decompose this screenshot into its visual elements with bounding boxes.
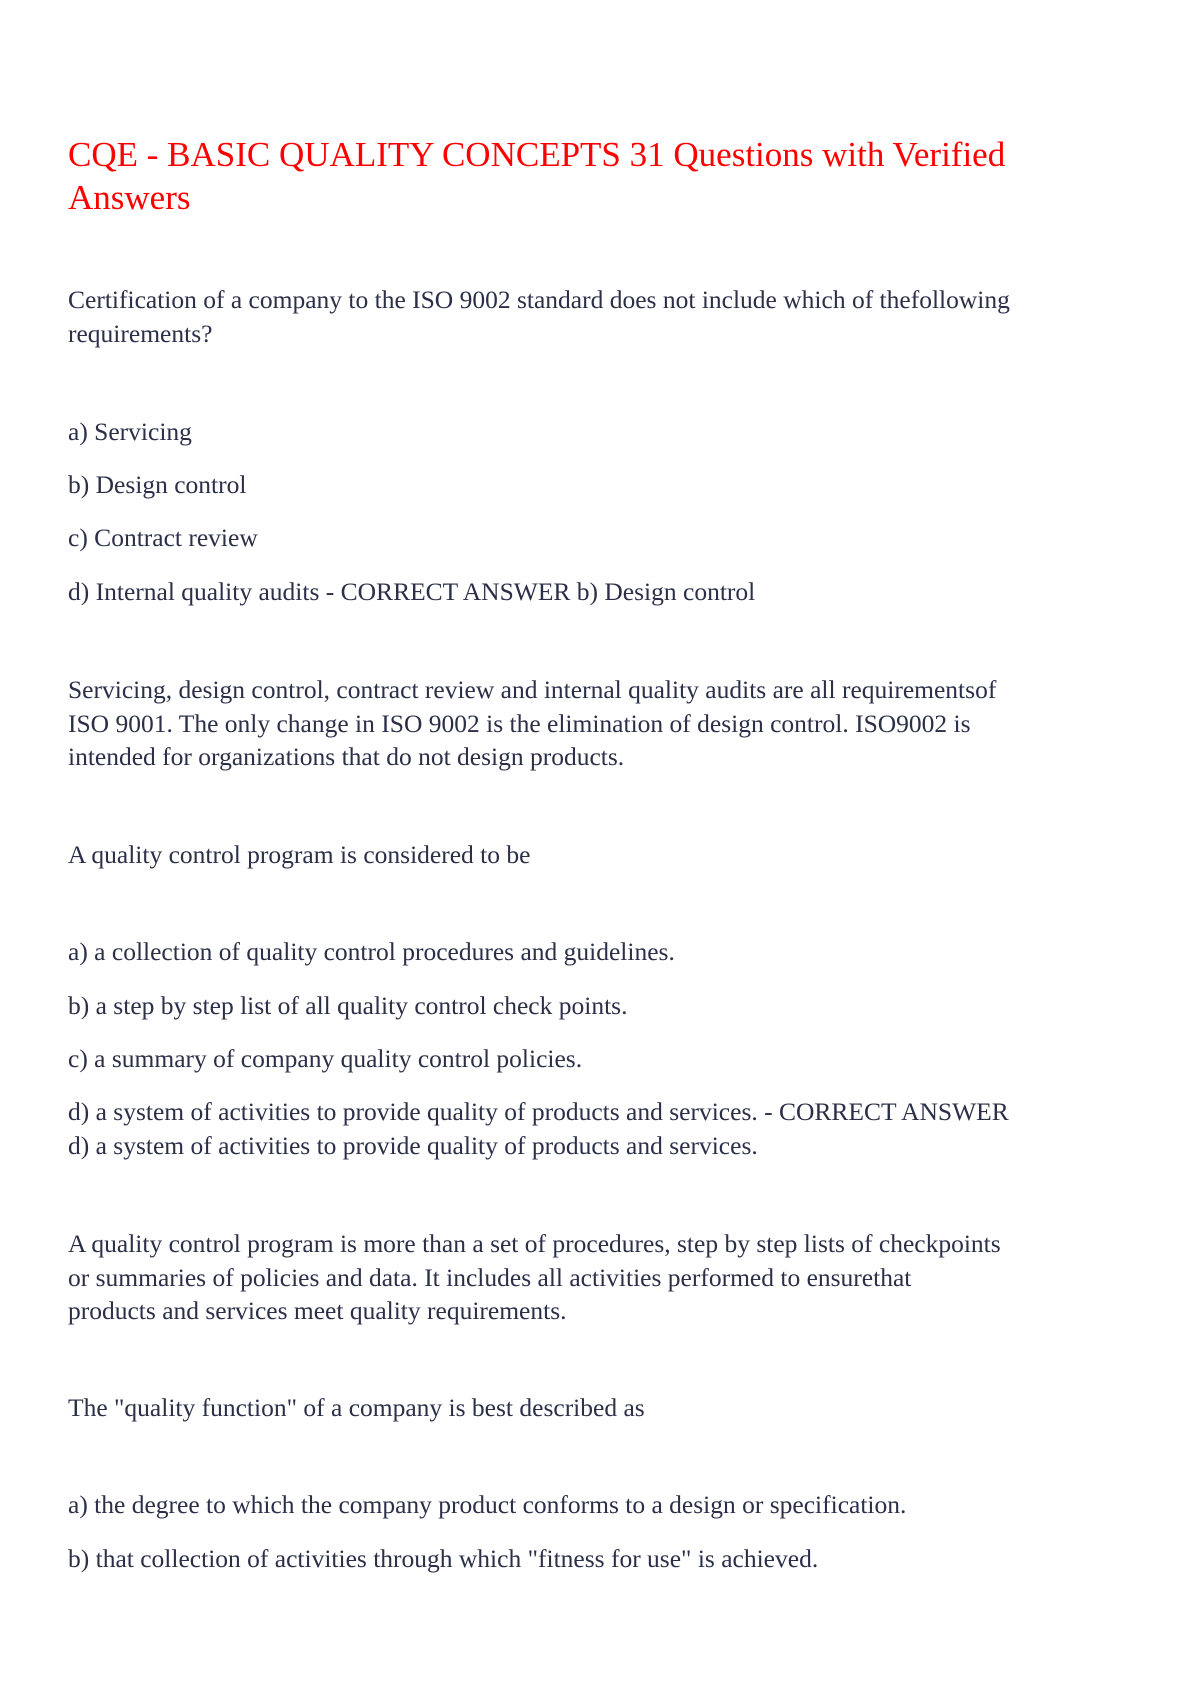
option-b: b) a step by step list of all quality control check points. (68, 991, 628, 1020)
answer-text: d) a system of activities to provide quality of products and services. - CORRECT ANSWER (68, 1097, 1009, 1126)
explanation-text: products and services meet quality requirements. (68, 1296, 567, 1325)
question-1 (68, 283, 1010, 350)
option-b: b) Design control (68, 470, 247, 499)
explanation-text: intended for organizations that do not design products. (68, 742, 625, 771)
option-a: a) Servicing (68, 417, 192, 446)
explanation-text: Servicing, design control, contract review and internal quality audits are all requirementsof (68, 675, 997, 704)
option-d-answer (68, 1095, 1009, 1162)
option-a: a) a collection of quality control procedures and guidelines. (68, 937, 675, 966)
question-text: Certification of a company to the ISO 9002 standard does not include which of thefollowing (68, 285, 1010, 314)
question-2: A quality control program is considered to be (68, 840, 531, 869)
answer-text: d) a system of activities to provide quality of products and services. (68, 1130, 758, 1160)
option-b: b) that collection of activities through which "fitness for use" is achieved. (68, 1544, 819, 1573)
explanation-text: or summaries of policies and data. It includes all activities performed to ensurethat (68, 1262, 912, 1292)
option-a: a) the degree to which the company product conforms to a design or specification. (68, 1490, 907, 1519)
document-title (68, 133, 1005, 219)
option-c: c) a summary of company quality control policies. (68, 1044, 583, 1073)
question-3: The "quality function" of a company is best described as (68, 1393, 645, 1422)
explanation-text: ISO 9001. The only change in ISO 9002 is the elimination of design control. ISO9002 is (68, 708, 971, 738)
explanation-text: A quality control program is more than a set of procedures, step by step lists of checkpoints (68, 1229, 1001, 1258)
explanation-2 (68, 1227, 1001, 1328)
question-text: requirements? (68, 318, 213, 348)
title-line: CQE - BASIC QUALITY CONCEPTS 31 Questions with Verified (68, 135, 1006, 174)
explanation-1 (68, 673, 996, 774)
option-c: c) Contract review (68, 523, 258, 552)
title-line: Answers (68, 178, 191, 217)
option-d-answer: d) Internal quality audits - CORRECT ANSWER b) Design control (68, 577, 756, 606)
